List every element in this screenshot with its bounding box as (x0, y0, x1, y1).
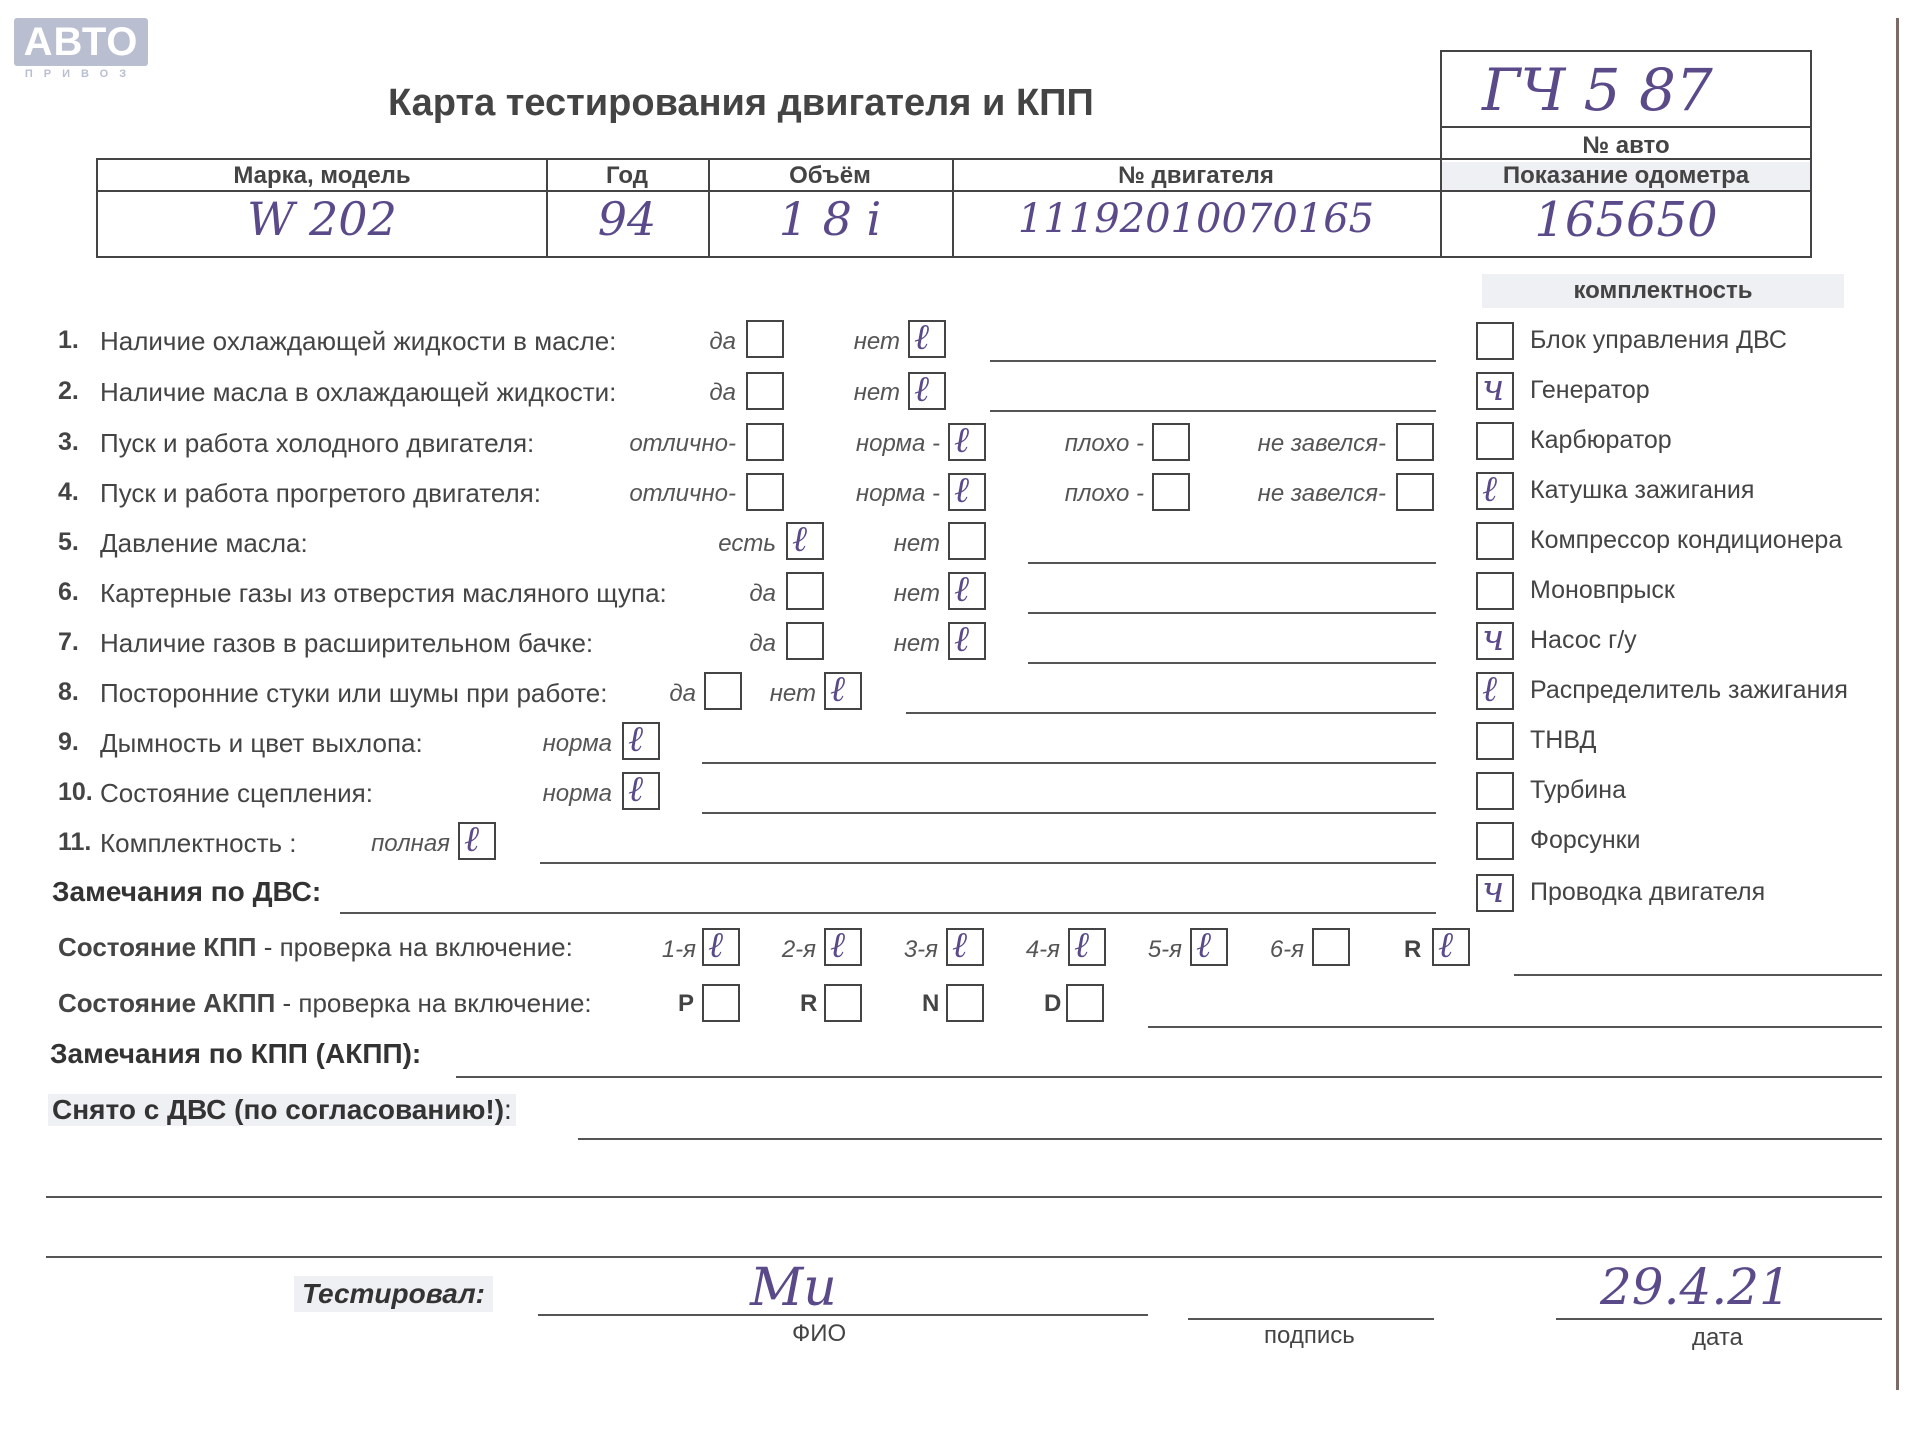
question-text: Наличие масла в охлаждающей жидкости: (100, 377, 617, 407)
col-header-odometer: Показание одометра (1442, 162, 1810, 190)
logo: АВТО (14, 18, 148, 66)
option-label: норма (542, 730, 612, 757)
kpp-line (1514, 974, 1882, 976)
option-checkbox[interactable] (1152, 473, 1190, 511)
option-label: нет (769, 680, 816, 707)
option-checkbox[interactable]: ℓ (948, 473, 986, 511)
gear-label: 6-я (1269, 936, 1304, 963)
gear-label: R (800, 990, 818, 1017)
gear-checkbox[interactable] (702, 984, 740, 1022)
kit-checkbox[interactable] (1476, 422, 1514, 460)
option-checkbox[interactable]: ℓ (622, 722, 660, 760)
kit-label: Карбюратор (1530, 426, 1672, 454)
remarks-dvs-line (340, 912, 1436, 914)
kit-label: Проводка двигателя (1530, 878, 1766, 906)
kit-title: комплектность (1482, 274, 1844, 308)
question-number: 3. (58, 428, 79, 456)
gear-checkbox[interactable]: ℓ (1190, 928, 1228, 966)
option-label: да (709, 328, 736, 355)
option-label: норма - (855, 430, 940, 457)
gear-label: 5-я (1147, 936, 1182, 963)
gear-checkbox[interactable] (946, 984, 984, 1022)
question-number: 9. (58, 728, 79, 756)
remarks-kpp-label: Замечания по КПП (АКПП): (50, 1038, 422, 1069)
kit-checkbox[interactable]: ч (1476, 372, 1514, 410)
page-title: Карта тестирования двигателя и КПП (388, 82, 1094, 124)
fio-label: ФИО (792, 1320, 847, 1347)
gear-checkbox[interactable] (1312, 928, 1350, 966)
option-label: не завелся- (1257, 480, 1386, 507)
option-label: плохо - (1064, 430, 1144, 457)
kit-checkbox[interactable] (1476, 522, 1514, 560)
answer-line (990, 410, 1436, 412)
option-checkbox[interactable] (948, 522, 986, 560)
kit-label: Турбина (1530, 776, 1626, 804)
logo-subtitle: ПРИВОЗ (24, 68, 138, 80)
option-checkbox[interactable]: ℓ (948, 572, 986, 610)
option-checkbox[interactable] (704, 672, 742, 710)
option-checkbox[interactable] (786, 622, 824, 660)
question-number: 7. (58, 628, 79, 656)
option-label: да (669, 680, 696, 707)
podpis-label: подпись (1264, 1322, 1355, 1349)
fio-line (538, 1314, 1148, 1316)
kit-label: Компрессор кондиционера (1530, 526, 1843, 554)
kit-checkbox[interactable] (1476, 772, 1514, 810)
value-year: 94 (597, 192, 657, 246)
kit-label: Насос г/у (1530, 626, 1637, 654)
option-checkbox[interactable] (746, 473, 784, 511)
col-header-year: Год (606, 162, 648, 189)
option-checkbox[interactable]: ℓ (948, 423, 986, 461)
question-number: 11. (58, 828, 92, 856)
question-number: 5. (58, 528, 79, 556)
signature-fio: Ми (750, 1258, 837, 1318)
kit-label: Блок управления ДВС (1530, 326, 1787, 354)
question-text: Картерные газы из отверстия масляного щупа: (100, 578, 667, 608)
question-text: Дымность и цвет выхлопа: (100, 728, 423, 758)
gear-checkbox[interactable]: ℓ (702, 928, 740, 966)
option-checkbox[interactable] (746, 372, 784, 410)
option-checkbox[interactable] (1396, 423, 1434, 461)
question-text: Давление масла: (100, 528, 308, 558)
option-label: нет (853, 328, 900, 355)
car-number-value: ГЧ 5 87 (1482, 56, 1713, 124)
gear-label: D (1044, 990, 1062, 1017)
kit-label: Моновпрыск (1530, 576, 1675, 604)
question-text: Посторонние стуки или шумы при работе: (100, 678, 608, 708)
kit-label: Форсунки (1530, 826, 1641, 854)
option-label: норма - (855, 480, 940, 507)
option-checkbox[interactable] (786, 572, 824, 610)
option-checkbox[interactable] (746, 320, 784, 358)
option-checkbox[interactable] (1396, 473, 1434, 511)
option-label: не завелся- (1257, 430, 1386, 457)
answer-line (702, 762, 1436, 764)
gear-label: N (922, 990, 940, 1017)
answer-line (1028, 662, 1436, 664)
option-checkbox[interactable]: ℓ (824, 672, 862, 710)
tested-label: Тестировал: (294, 1276, 493, 1312)
answer-line (702, 812, 1436, 814)
gear-checkbox[interactable]: ℓ (946, 928, 984, 966)
question-text: Пуск и работа холодного двигателя: (100, 428, 535, 458)
option-checkbox[interactable]: ℓ (786, 522, 824, 560)
option-label: да (749, 580, 776, 607)
removed-line-1 (578, 1138, 1882, 1140)
option-label: нет (893, 580, 940, 607)
gear-checkbox[interactable]: ℓ (1068, 928, 1106, 966)
podpis-line (1188, 1318, 1434, 1320)
question-number: 1. (58, 326, 79, 354)
option-checkbox[interactable] (746, 423, 784, 461)
option-label: отлично- (629, 430, 736, 457)
option-label: норма (542, 780, 612, 807)
kit-checkbox[interactable] (1476, 572, 1514, 610)
header-table (96, 158, 1812, 258)
answer-line (990, 360, 1436, 362)
remarks-kpp-line (456, 1076, 1882, 1078)
option-checkbox[interactable] (1152, 423, 1190, 461)
option-label: есть (718, 530, 776, 557)
option-label: плохо - (1064, 480, 1144, 507)
option-label: нет (853, 379, 900, 406)
question-text: Наличие газов в расширительном бачке: (100, 628, 594, 658)
akpp-label: Состояние АКПП - проверка на включение: (58, 988, 592, 1018)
value-model: W 202 (247, 192, 397, 246)
gear-label: R (1404, 936, 1422, 963)
date-label: дата (1692, 1324, 1743, 1351)
option-checkbox[interactable]: ℓ (948, 622, 986, 660)
car-number-box (1440, 50, 1812, 160)
answer-line (1028, 562, 1436, 564)
gear-checkbox[interactable] (824, 984, 862, 1022)
kit-checkbox[interactable]: ч (1476, 874, 1514, 912)
gear-label: 1-я (661, 936, 696, 963)
gear-checkbox[interactable] (1066, 984, 1104, 1022)
question-text: Пуск и работа прогретого двигателя: (100, 478, 541, 508)
question-number: 10. (58, 778, 93, 806)
answer-line (1028, 612, 1436, 614)
option-checkbox[interactable]: ℓ (622, 772, 660, 810)
kit-checkbox[interactable] (1476, 722, 1514, 760)
removed-label: Снято с ДВС (по согласованию!): (48, 1094, 516, 1126)
option-checkbox[interactable]: ℓ (458, 822, 496, 860)
kit-label: Генератор (1530, 376, 1650, 404)
kit-checkbox[interactable]: ℓ (1476, 672, 1514, 710)
akpp-line (1148, 1026, 1882, 1028)
kit-label: ТНВД (1530, 726, 1597, 754)
question-text: Комплектность : (100, 828, 297, 858)
question-text: Наличие охлаждающей жидкости в масле: (100, 326, 617, 356)
option-label: да (749, 630, 776, 657)
gear-label: 4-я (1025, 936, 1060, 963)
col-header-model: Марка, модель (233, 162, 411, 189)
option-label: нет (893, 630, 940, 657)
value-odometer: 165650 (1534, 192, 1718, 248)
option-label: нет (893, 530, 940, 557)
col-header-volume: Объём (789, 162, 871, 189)
option-label: полная (371, 830, 450, 857)
date-line (1556, 1318, 1882, 1320)
question-number: 2. (58, 377, 79, 405)
removed-line-2 (46, 1196, 1882, 1198)
option-label: да (709, 379, 736, 406)
gear-label: 2-я (781, 936, 816, 963)
kit-checkbox[interactable]: ℓ (1476, 472, 1514, 510)
option-checkbox[interactable]: ℓ (908, 372, 946, 410)
question-text: Состояние сцепления: (100, 778, 373, 808)
gear-checkbox[interactable]: ℓ (1432, 928, 1470, 966)
kit-checkbox[interactable]: ч (1476, 622, 1514, 660)
answer-line (906, 712, 1436, 714)
gear-label: P (678, 990, 695, 1017)
question-number: 4. (58, 478, 79, 506)
gear-label: 3-я (903, 936, 938, 963)
kpp-label: Состояние КПП - проверка на включение: (58, 932, 573, 962)
option-checkbox[interactable]: ℓ (908, 320, 946, 358)
col-header-engine-no: № двигателя (1118, 162, 1274, 189)
car-number-label: № авто (1582, 132, 1670, 159)
kit-checkbox[interactable] (1476, 322, 1514, 360)
answer-line (540, 862, 1436, 864)
gear-checkbox[interactable]: ℓ (824, 928, 862, 966)
kit-checkbox[interactable] (1476, 822, 1514, 860)
value-engine-no: 11192010070165 (1017, 196, 1375, 242)
question-number: 8. (58, 678, 79, 706)
value-volume: 1 8 i (778, 192, 882, 246)
option-label: отлично- (629, 480, 736, 507)
question-number: 6. (58, 578, 79, 606)
remarks-dvs-label: Замечания по ДВС: (52, 876, 322, 907)
margin-line (1896, 18, 1899, 1390)
kit-label: Катушка зажигания (1530, 476, 1755, 504)
date-value: 29.4.21 (1600, 1258, 1791, 1316)
kit-label: Распределитель зажигания (1530, 676, 1848, 704)
